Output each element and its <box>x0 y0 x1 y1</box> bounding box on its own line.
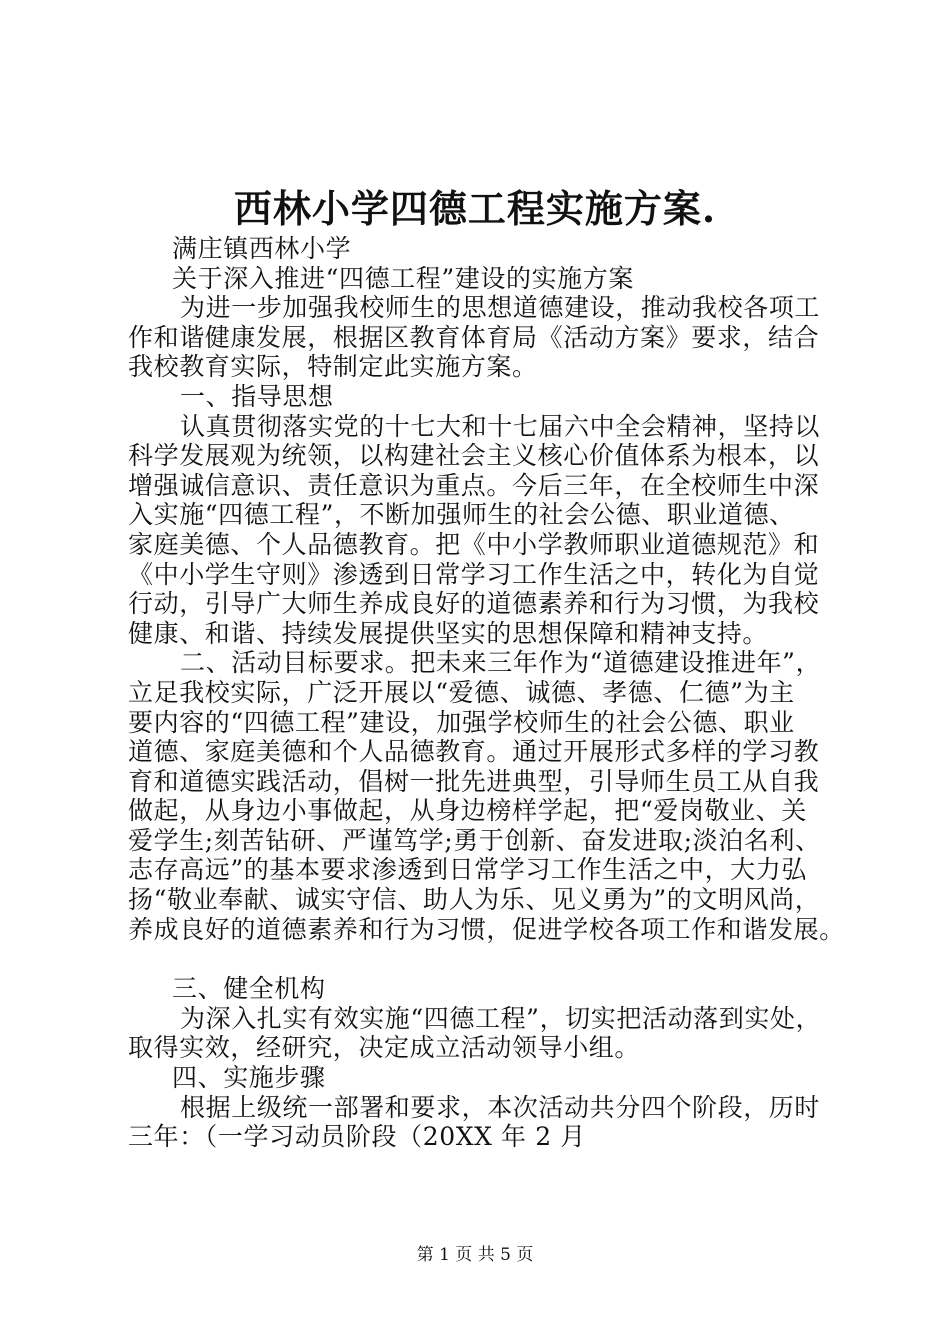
paragraph-line: 增强诚信意识、责任意识为重点。今后三年，在全校师生中深 <box>128 470 820 500</box>
paragraph-line: 要内容的“四德工程”建设，加强学校师生的社会公德、职业 <box>128 707 795 737</box>
paragraph-line: 立足我校实际，广泛开展以“爱德、诚德、孝德、仁德”为主 <box>128 677 795 707</box>
paragraph-line: 养成良好的道德素养和行为习惯，促进学校各项工作和谐发展。 <box>128 914 845 944</box>
section-heading: 四、实施步骤 <box>172 1063 326 1093</box>
document-title: 西林小学四德工程实施方案. <box>233 186 717 231</box>
paragraph-line: 三年：（一学习动员阶段（20XX 年 2 月 <box>128 1122 586 1152</box>
paragraph-line: 扬“敬业奉献、诚实守信、助人为乐、见义勇为”的文明风尚， <box>128 885 821 915</box>
section-heading: 二、活动目标要求。把未来三年作为“道德建设推进年”， <box>180 648 822 678</box>
paragraph-line: 做起，从身边小事做起，从身边榜样学起，把“爱岗敬业、关 <box>128 796 807 826</box>
section-heading: 三、健全机构 <box>172 974 326 1004</box>
subtitle-line: 关于深入推进“四德工程”建设的实施方案 <box>172 263 634 293</box>
blank-line <box>128 944 858 974</box>
paragraph-line: 认真贯彻落实党的十七大和十七届六中全会精神，坚持以 <box>180 411 821 441</box>
page-footer: 第 1 页 共 5 页 <box>416 1245 534 1265</box>
paragraph-line: 取得实效，经研究，决定成立活动领导小组。 <box>128 1033 641 1063</box>
paragraph-line: 科学发展观为统领，以构建社会主义核心价值体系为根本，以 <box>128 441 820 471</box>
paragraph-line: 我校教育实际，特制定此实施方案。 <box>128 352 538 382</box>
paragraph-line: 志存高远”的基本要求渗透到日常学习工作生活之中，大力弘 <box>128 855 807 885</box>
paragraph-line: 《中小学生守则》渗透到日常学习工作生活之中，转化为自觉 <box>128 559 820 589</box>
paragraph-line: 为进一步加强我校师生的思想道德建设，推动我校各项工 <box>180 293 821 323</box>
paragraph-line: 家庭美德、个人品德教育。把《中小学教师职业道德规范》和 <box>128 529 820 559</box>
section-heading: 一、指导思想 <box>180 381 334 411</box>
paragraph-line: 入实施“四德工程”，不断加强师生的社会公德、职业道德、 <box>128 500 795 530</box>
document-body <box>128 234 858 1152</box>
paragraph-line: 爱学生;刻苦钻研、严谨笃学;勇于创新、奋发进取;淡泊名利、 <box>128 825 821 855</box>
school-name-line: 满庄镇西林小学 <box>172 234 352 263</box>
paragraph-line: 为深入扎实有效实施“四德工程”，切实把活动落到实处， <box>180 1003 822 1033</box>
paragraph-line: 根据上级统一部署和要求，本次活动共分四个阶段，历时 <box>180 1092 821 1122</box>
paragraph-line: 健康、和谐、持续发展提供坚实的思想保障和精神支持。 <box>128 618 769 648</box>
paragraph-line: 道德、家庭美德和个人品德教育。通过开展形式多样的学习教 <box>128 737 820 767</box>
paragraph-line: 行动，引导广大师生养成良好的道德素养和行为习惯，为我校 <box>128 589 820 619</box>
paragraph-line: 育和道德实践活动，倡树一批先进典型，引导师生员工从自我 <box>128 766 820 796</box>
paragraph-line: 作和谐健康发展，根据区教育体育局《活动方案》要求，结合 <box>128 322 820 352</box>
